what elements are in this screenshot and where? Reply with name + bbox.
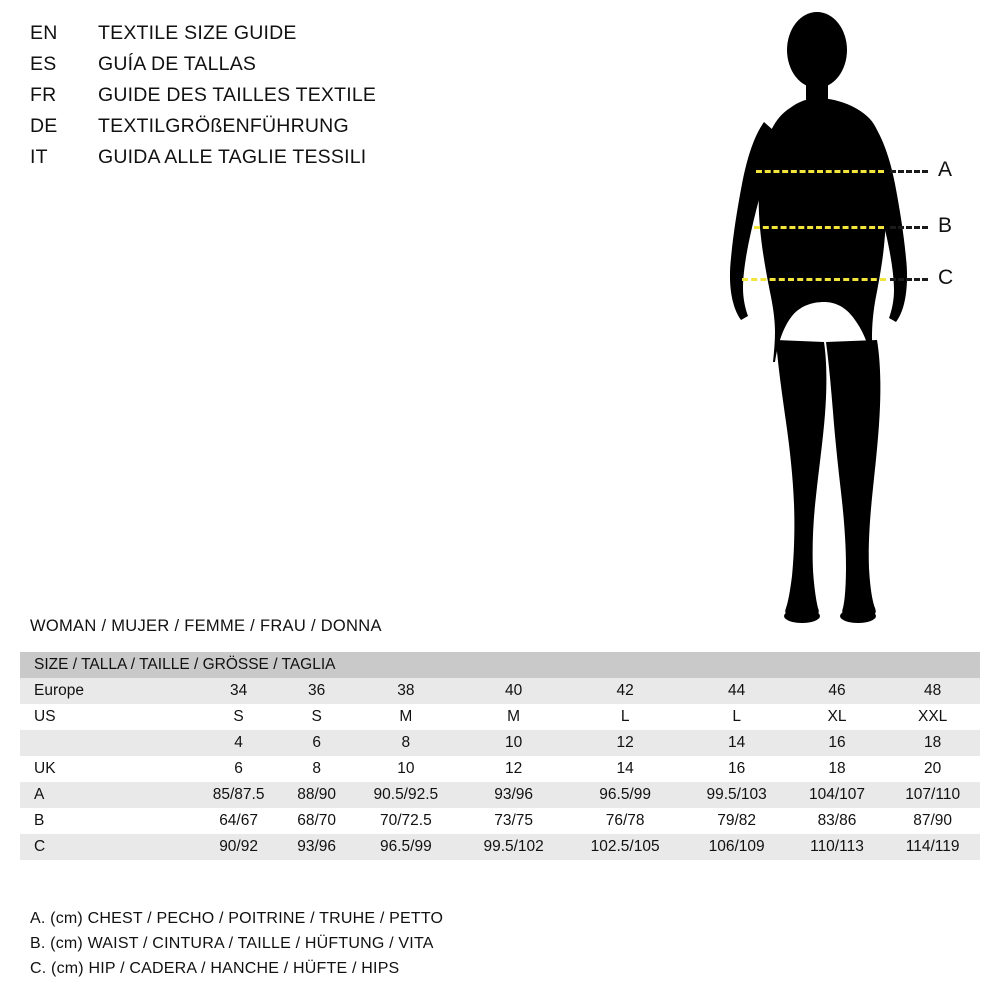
table-row <box>20 834 980 860</box>
language-row-fr <box>30 84 450 115</box>
language-code-it: IT <box>30 146 48 168</box>
language-code-de: DE <box>30 115 58 137</box>
row-label: UK <box>34 760 56 777</box>
row-label: Europe <box>20 678 194 704</box>
cell: L <box>620 708 630 725</box>
table-header-row <box>20 652 980 678</box>
cell: 16 <box>728 760 746 777</box>
language-code-es: ES <box>30 53 57 75</box>
cell: 114/119 <box>885 834 980 860</box>
chest-measure-line <box>756 170 884 173</box>
cell: 10 <box>397 760 415 777</box>
language-code-fr: FR <box>30 84 57 106</box>
cell: 85/87.5 <box>194 782 283 808</box>
cell: 87/90 <box>913 812 953 829</box>
cell: 68/70 <box>297 812 337 829</box>
footnote-c: C. (cm) HIP / CADERA / HANCHE / HÜFTE / HIPS <box>30 960 400 977</box>
row-label: US <box>34 708 56 725</box>
row-label: C <box>20 834 194 860</box>
language-row-it <box>30 146 450 177</box>
row-label: A <box>20 782 194 808</box>
table-header-label: SIZE / TALLA / TAILLE / GRÖSSE / TAGLIA <box>20 652 980 678</box>
language-text-en: TEXTILE SIZE GUIDE <box>98 22 297 44</box>
language-code-en: EN <box>30 22 58 44</box>
cell: 96.5/99 <box>566 782 685 808</box>
cell: 20 <box>924 760 942 777</box>
cell: 4 <box>194 730 283 756</box>
cell: 16 <box>789 730 886 756</box>
waist-leader-line <box>890 226 928 229</box>
waist-label-b: B <box>938 214 953 237</box>
footnotes <box>30 906 443 981</box>
group-title: WOMAN / MUJER / FEMME / FRAU / DONNA <box>30 617 382 635</box>
cell: 46 <box>789 678 886 704</box>
woman-silhouette-icon <box>700 10 990 630</box>
table-row <box>20 730 980 756</box>
table-row <box>20 808 980 834</box>
table-row <box>20 782 980 808</box>
cell: 14 <box>685 730 789 756</box>
table-row <box>20 756 980 782</box>
cell: 73/75 <box>494 812 534 829</box>
cell: 99.5/102 <box>462 834 566 860</box>
waist-measure-line <box>754 226 884 229</box>
cell: 76/78 <box>605 812 645 829</box>
figure-area <box>700 10 990 630</box>
cell: 83/86 <box>817 812 857 829</box>
cell: 34 <box>194 678 283 704</box>
cell: 102.5/105 <box>566 834 685 860</box>
cell: 90.5/92.5 <box>350 782 462 808</box>
language-text-es: GUÍA DE TALLAS <box>98 53 257 75</box>
cell: 106/109 <box>685 834 789 860</box>
hip-label-c: C <box>938 266 954 289</box>
table-row <box>20 678 980 704</box>
size-table <box>20 652 980 860</box>
language-header <box>30 22 450 177</box>
language-text-de: TEXTILGRÖßENFÜHRUNG <box>98 115 349 137</box>
cell: 12 <box>566 730 685 756</box>
cell: 14 <box>616 760 634 777</box>
cell: XXL <box>917 708 948 725</box>
cell: 40 <box>462 678 566 704</box>
cell: 107/110 <box>885 782 980 808</box>
cell: 96.5/99 <box>350 834 462 860</box>
cell: 70/72.5 <box>379 812 432 829</box>
cell: 18 <box>885 730 980 756</box>
chest-label-a: A <box>938 158 953 181</box>
language-row-de <box>30 115 450 146</box>
cell: 88/90 <box>283 782 350 808</box>
footnote-b: B. (cm) WAIST / CINTURA / TAILLE / HÜFTUNG / VITA <box>30 935 434 952</box>
cell: L <box>732 708 741 725</box>
cell: 8 <box>312 760 321 777</box>
cell: 18 <box>828 760 846 777</box>
table-row <box>20 704 980 730</box>
cell: 79/82 <box>717 812 757 829</box>
cell: 42 <box>566 678 685 704</box>
hip-leader-line <box>890 278 928 281</box>
cell: 90/92 <box>194 834 283 860</box>
chest-leader-line <box>890 170 928 173</box>
cell: 44 <box>685 678 789 704</box>
cell: 36 <box>283 678 350 704</box>
cell: XL <box>827 708 847 725</box>
footnote-a: A. (cm) CHEST / PECHO / POITRINE / TRUHE / PETTO <box>30 910 444 927</box>
cell: 8 <box>350 730 462 756</box>
cell: 48 <box>885 678 980 704</box>
cell: 6 <box>283 730 350 756</box>
language-row-es <box>30 53 450 84</box>
cell: 93/96 <box>462 782 566 808</box>
language-row-en <box>30 22 450 53</box>
cell: M <box>507 708 521 725</box>
cell: M <box>399 708 413 725</box>
language-text-fr: GUIDE DES TAILLES TEXTILE <box>98 84 377 106</box>
row-label: B <box>34 812 45 829</box>
row-label <box>20 730 194 756</box>
cell: 99.5/103 <box>685 782 789 808</box>
cell: S <box>233 708 244 725</box>
cell: 12 <box>505 760 523 777</box>
cell: 6 <box>234 760 243 777</box>
hip-measure-line <box>742 278 886 281</box>
cell: 93/96 <box>283 834 350 860</box>
cell: 64/67 <box>219 812 258 829</box>
language-text-it: GUIDA ALLE TAGLIE TESSILI <box>98 146 367 168</box>
cell: 110/113 <box>789 834 886 860</box>
cell: 104/107 <box>789 782 886 808</box>
cell: 10 <box>462 730 566 756</box>
cell: 38 <box>350 678 462 704</box>
cell: S <box>311 708 322 725</box>
